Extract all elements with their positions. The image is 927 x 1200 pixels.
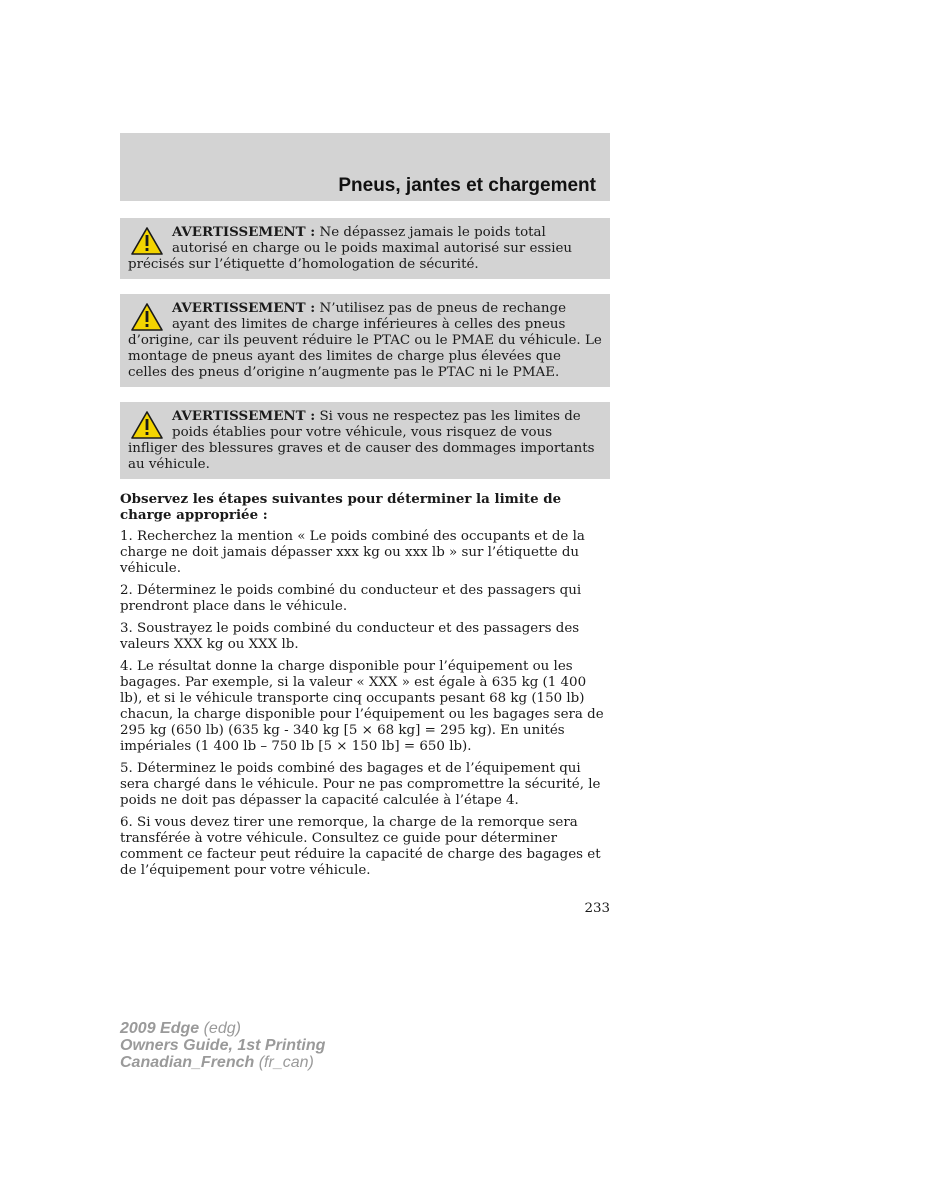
- warning-label: AVERTISSEMENT :: [172, 224, 316, 240]
- warning-triangle-icon: [130, 226, 164, 256]
- section-title: Pneus, jantes et chargement: [338, 175, 596, 196]
- step-5: 5. Déterminez le poids combiné des bagages et de l’équipement qui sera chargé dans le véhicule. Pour ne pas compromettre la sécurité, le poids ne doit pas dépasser la capacité calculée à l’étape 4.: [120, 761, 601, 808]
- footer-language-code: (fr_can): [254, 1054, 314, 1071]
- main-content: [120, 491, 610, 885]
- warning-label: AVERTISSEMENT :: [172, 300, 316, 316]
- footer-line-1: [120, 1020, 325, 1037]
- warning-triangle-icon: [130, 410, 164, 440]
- footer-line-3: [120, 1054, 325, 1071]
- warning-triangle-icon: [130, 302, 164, 332]
- warning-text: Ne dépassez jamais le poids total autorisé en charge ou le poids maximal autorisé sur essieu précisés sur l’étiquette d’homologation de sécurité.: [128, 225, 573, 272]
- step-6: 6. Si vous devez tirer une remorque, la charge de la remorque sera transférée à votre véhicule. Consultez ce guide pour déterminer comment ce facteur peut réduire la capacité de charge des bagages et de l’équipement pour votre véhicule.: [120, 815, 601, 878]
- warning-label: AVERTISSEMENT :: [172, 408, 316, 424]
- warning-box-3: [120, 402, 610, 479]
- steps-intro: Observez les étapes suivantes pour déterminer la limite de charge appropriée :: [120, 491, 562, 523]
- footer-model-code: (edg): [199, 1020, 241, 1037]
- step-3: 3. Soustrayez le poids combiné du conducteur et des passagers des valeurs XXX kg ou XXX lb.: [120, 621, 580, 652]
- footer: [120, 1020, 325, 1071]
- warning-box-2: [120, 294, 610, 387]
- section-header: [120, 133, 610, 201]
- step-2: 2. Déterminez le poids combiné du conducteur et des passagers qui prendront place dans le véhicule.: [120, 583, 582, 614]
- footer-line-2: Owners Guide, 1st Printing: [120, 1037, 326, 1054]
- footer-language: Canadian_French: [120, 1054, 255, 1071]
- warning-text: Si vous ne respectez pas les limites de poids établies pour votre véhicule, vous risquez de vous infliger des blessures graves et de causer des dommages importants au véhicule.: [128, 409, 595, 472]
- step-1: 1. Recherchez la mention « Le poids combiné des occupants et de la charge ne doit jamais dépasser xxx kg ou xxx lb » sur l’étiquette du véhicule.: [120, 529, 585, 576]
- step-4: 4. Le résultat donne la charge disponible pour l’équipement ou les bagages. Par exemple, si la valeur « XXX » est égale à 635 kg (1 400 lb), et si le véhicule transporte cinq occupants pesant 68 kg (150 lb) chacun, la charge disponible pour l’équipement ou les bagages sera de 295 kg (650 lb) (635 kg - 340 kg [5 × 68 kg] = 295 kg). En unités impériales (1 400 lb – 750 lb [5 × 150 lb] = 650 lb).: [120, 659, 604, 754]
- page-number: 233: [584, 901, 610, 916]
- footer-model: 2009 Edge: [120, 1020, 200, 1037]
- warning-text: N’utilisez pas de pneus de rechange ayant des limites de charge inférieures à celles des pneus d’origine, car ils peuvent réduire le PTAC ou le PMAE du véhicule. Le montage de pneus ayant des limites de charge plus élevées que celles des pneus d’origine n’augmente pas le PTAC ni le PMAE.: [128, 301, 602, 380]
- warning-box-1: [120, 218, 610, 279]
